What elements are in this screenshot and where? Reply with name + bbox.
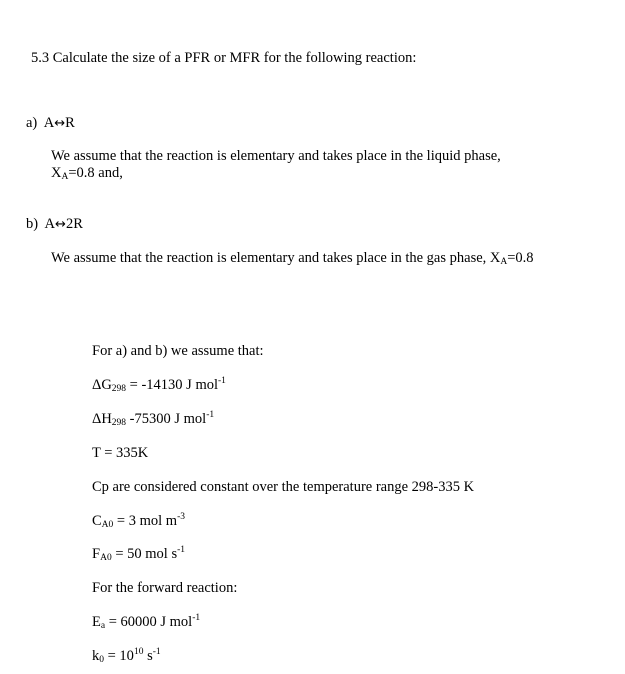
- part-b-label: b): [26, 216, 39, 232]
- forward-reaction-intro: For the forward reaction:: [92, 580, 238, 596]
- part-b-description: We assume that the reaction is elementary and takes place in the gas phase, $X_A=0.8$: [51, 250, 534, 267]
- problem-title: 5.3 Calculate the size of a PFR or MFR for the following reaction:: [31, 50, 417, 66]
- temperature: T = 335K: [92, 445, 149, 461]
- initial-molar-flow: $F_{A0} = 50$ mol $s^{-1}$: [92, 545, 186, 563]
- part-a-label: a): [26, 115, 38, 131]
- part-a-description-line1: We assume that the reaction is elementary and takes place in the liquid phase,: [51, 148, 501, 164]
- pre-exponential-factor: $k_0 = 10^{10}$ $s^{-1}$: [92, 647, 161, 665]
- conditions-intro: For a) and b) we assume that:: [92, 343, 264, 359]
- part-a-description-line2: $X_A=0.8$ and,: [51, 165, 123, 182]
- enthalpy: $\Delta H_{298}$ -75300 J mol$^{-1}$: [92, 410, 215, 428]
- gibbs-energy: $\Delta G_{298} = -14130$ J mol$^{-1}$: [92, 376, 226, 394]
- equilibrium-arrow-icon: ↔: [55, 217, 66, 232]
- initial-concentration: $C_{A0} = 3$ mol $m^{-3}$: [92, 512, 185, 530]
- part-a-heading: a) A↔R: [26, 115, 75, 131]
- activation-energy: $E_a = 60000$ J mol$^{-1}$: [92, 613, 201, 631]
- part-b-heading: b) A↔2R: [26, 216, 83, 232]
- cp-statement: Cp are considered constant over the temperature range 298-335 K: [92, 479, 475, 495]
- equilibrium-arrow-icon: ↔: [54, 116, 66, 131]
